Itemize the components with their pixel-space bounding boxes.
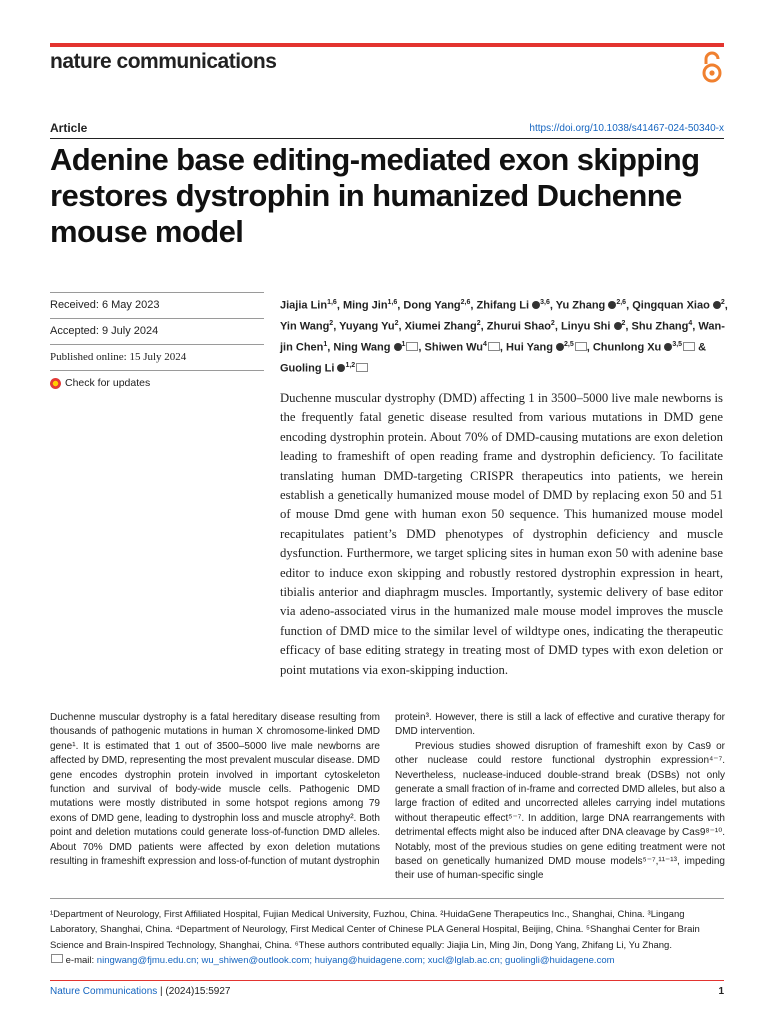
- footer-citation: [50, 986, 230, 997]
- doi-link[interactable]: https://doi.org/10.1038/s41467-024-50340-x: [529, 123, 724, 134]
- author-affiliation: 2: [476, 320, 481, 328]
- published-date: Published online: 15 July 2024: [50, 344, 264, 370]
- author-name[interactable]: Zhurui Shao: [486, 320, 551, 333]
- author-affiliation: 3,5: [672, 341, 683, 349]
- orcid-icon[interactable]: [532, 301, 540, 309]
- check-updates-label: Check for updates: [65, 377, 151, 389]
- body-column-left: [50, 711, 380, 869]
- author-name[interactable]: Shiwen Wu: [424, 341, 484, 354]
- body-paragraph: Duchenne muscular dystrophy is a fatal hereditary disease resulting from thousands of pathogenic mutations in human X chromosome-linked DMD gene¹. It is estimated that 1 out of 3500–5000 live male newborns are affected by DMD, representing the most prevalent muscular disease. DMD gene encodes dystrophin protein involved in important cytoskeleton function and survival of body-wide muscle cells. Pathogenic DMD mutations were mostly distributed in some hotspot regions among 79 exons of DMD gene, leading to dystrophin loss and muscle atrophy². Both point and deletion mutations could generate loss-of-function DMD alleles. About 70% DMD patients were affected by exon deletion mutations resulting in frameshift expression and loss-of-function of mutant dystrophin: [50, 712, 380, 868]
- author-affiliation: 2: [550, 320, 555, 328]
- author-name[interactable]: Hui Yang: [506, 341, 553, 354]
- body-paragraph: Previous studies showed disruption of frameshift exon by Cas9 or other nuclease could restore functional dystrophin expression⁴⁻⁷. Nevertheless, nuclease-induced double-strand break (DSBs) not only generate a small fraction of in-frame and corrected DMD alleles, but also a large fraction of edited and uncorrected alleles carrying indel mutations without therapeutic effect⁵⁻⁷. In addition, large DNA rearrangements with detrimental effects might also be induced after DNA cleavage by Cas9⁸⁻¹⁰. Notably, most of the previous studies on gene editing treatment were not based on genetically humanized DMD mouse models⁵⁻⁷,¹¹⁻¹³, impeding their use of human-specific single: [395, 740, 725, 882]
- received-date: Received: 6 May 2023: [50, 292, 264, 318]
- body-column-right: [395, 711, 725, 884]
- author-affiliation: 1: [323, 341, 328, 349]
- author-name[interactable]: Linyu Shi: [560, 320, 611, 333]
- author-name[interactable]: Jiajia Lin: [280, 299, 328, 312]
- check-updates-icon: [50, 378, 61, 389]
- mail-icon[interactable]: [356, 363, 368, 372]
- author-affiliation: 2,6: [616, 299, 627, 306]
- title-rule: [50, 138, 724, 139]
- author-name[interactable]: Zhifang Li: [476, 299, 530, 312]
- author-affiliation: 2: [394, 320, 399, 328]
- author-affiliation: 2: [621, 320, 626, 328]
- accepted-date: Accepted: 9 July 2024: [50, 318, 264, 344]
- abstract: Duchenne muscular dystrophy (DMD) affecting 1 in 3500–5000 live male newborns is the frequently fatal genetic disease resulted from various mutations in DMD gene encoding dystrophin protein. About 70% of DMD-causing mutations are exon deletion leading to frameshift of open reading frame and dystrophin deficiency. To facilitate translating human DMD-targeting CRISPR therapeutics into patients, we herein establish a genetically humanized mouse model of DMD by replacing exon 50 and 51 of mouse Dmd gene with human exon 50 sequence. This humanized mouse model recapitulates patient’s DMD phenotypes of dystrophin deficiency and muscle dysfunction. Furthermore, we target splicing sites in human exon 50 with adenine base editor to induce exon skipping and robustly restored dystrophin expression in heart, tibialis anterior and diaphragm muscles. Importantly, systemic delivery of base editor via adeno-associated virus in the humanized male mouse model improves the muscle function of DMD mice to the similar level of wildtype ones, indicating the therapeutic efficacy of base editing strategy in treating most of DMD types with exon deletion or point mutations via exon-skipping induction.: [280, 391, 723, 677]
- author-affiliation: 2,6: [460, 299, 471, 306]
- author-affiliation: 1,6: [387, 299, 398, 306]
- orcid-icon[interactable]: [614, 322, 622, 330]
- author-name[interactable]: Qingquan Xiao: [632, 299, 710, 312]
- email-addresses[interactable]: ningwang@fjmu.edu.cn; wu_shiwen@outlook.com; huiyang@huidagene.com; xucl@lglab.ac.cn; guolingli@huidagene.com: [96, 955, 615, 967]
- footer-rule: [50, 980, 724, 981]
- open-access-icon: [700, 50, 724, 84]
- author-affiliation: 1: [401, 341, 406, 349]
- orcid-icon[interactable]: [713, 301, 721, 309]
- author-name[interactable]: Yin Wang: [280, 320, 330, 333]
- author-affiliation: 4: [483, 341, 487, 349]
- article-title: Adenine base editing-mediated exon skipping restores dystrophin in humanized Duchenne mouse model: [50, 142, 700, 249]
- mail-icon: [51, 954, 63, 963]
- author-affiliation: 1,2: [345, 362, 356, 370]
- author-name[interactable]: Guoling Li: [280, 363, 335, 376]
- email-label: e-mail:: [65, 955, 95, 967]
- author-list: Jiajia Lin$^{1,6}$, Ming Jin$^{1,6}$, Dong Yang$^{2,6}$, Zhifang Li $^{3,6}$, Yu Zhang $^{2,6}$, Qingquan Xiao $^2$, Yin Wang$^2$, Yuyang Yu$^2$, Xiumei Zhang$^2$, Zhurui Shao$^2$, Linyu Shi $^2$, Shu Zhang$^4$, Wan-jin Chen$^1$, Ning Wang $^1$ , Shiwen Wu$^4$ , Hui Yang $^{2,5}$ , Chunlong Xu $^{3,5}$ & Guoling Li $^{1,2}$: [280, 299, 728, 376]
- affiliations: ¹Department of Neurology, First Affiliated Hospital, Fujian Medical University, Fuzhou, China. ²HuidaGene Therapeutics Inc., Shanghai, China. ³Lingang Laboratory, Shanghai, China. ⁴Department of Neurology, First Medical Center of Chinese PLA General Hospital, Beijing, China. ⁵Shanghai Center for Brain Science and Brain-Inspired Technology, Shanghai, China. ⁶These authors contributed equally: Jiajia Lin, Ming Jin, Dong Yang, Zhifang Li, Yu Zhang.: [50, 909, 700, 951]
- orcid-icon[interactable]: [394, 343, 402, 351]
- check-updates-button[interactable]: [50, 370, 264, 396]
- publication-dates: [50, 292, 264, 396]
- orcid-icon[interactable]: [556, 343, 564, 351]
- affiliations-block: [50, 907, 724, 969]
- author-affiliation: 4: [688, 320, 693, 328]
- author-affiliation: 2,5: [563, 341, 574, 349]
- author-affiliation: 2: [720, 299, 725, 306]
- header-accent-bar: [50, 43, 724, 47]
- author-name[interactable]: Yu Zhang: [555, 299, 606, 312]
- mail-icon[interactable]: [406, 342, 418, 351]
- footer-volume: | (2024)15:5927: [160, 986, 231, 997]
- author-name[interactable]: Ning Wang: [333, 341, 391, 354]
- journal-name: nature communications: [50, 50, 277, 73]
- footer-journal[interactable]: Nature Communications: [50, 986, 158, 997]
- author-name[interactable]: Dong Yang: [403, 299, 461, 312]
- mail-icon[interactable]: [575, 342, 587, 351]
- author-name[interactable]: Chunlong Xu: [592, 341, 662, 354]
- author-affiliation: 1,6: [327, 299, 337, 306]
- author-affiliation: 3,6: [540, 299, 550, 306]
- mail-icon[interactable]: [488, 342, 500, 351]
- author-name[interactable]: Wan-jin Chen: [280, 320, 725, 354]
- page-number: 1: [718, 986, 724, 997]
- author-name[interactable]: Ming Jin: [342, 299, 388, 312]
- author-name[interactable]: Shu Zhang: [631, 320, 689, 333]
- mail-icon[interactable]: [683, 342, 695, 351]
- author-affiliation: 2: [329, 320, 334, 328]
- author-name[interactable]: Yuyang Yu: [339, 320, 395, 333]
- affiliation-rule: [50, 898, 724, 899]
- body-paragraph: protein³. However, there is still a lack of effective and curative therapy for DMD intervention.: [395, 712, 725, 738]
- author-name[interactable]: Xiumei Zhang: [404, 320, 477, 333]
- article-type: Article: [50, 121, 88, 135]
